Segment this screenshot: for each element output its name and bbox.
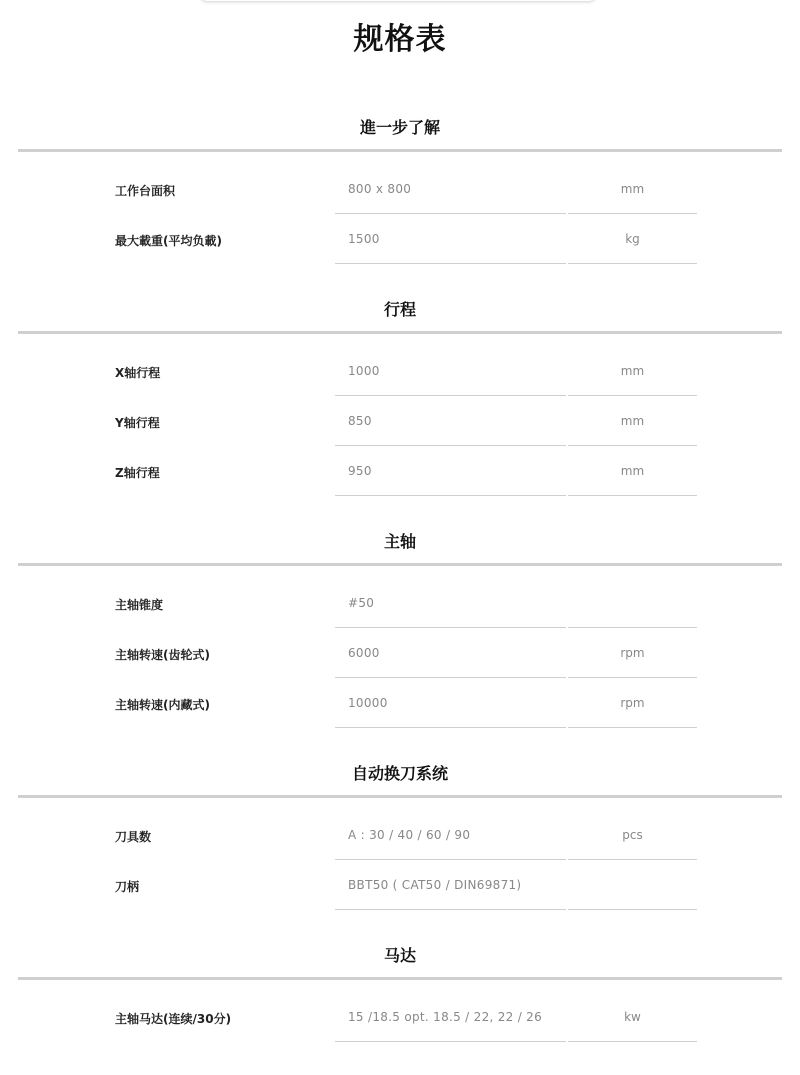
spec-value: 850	[335, 398, 566, 446]
spec-section	[0, 524, 800, 756]
spec-value: BBT50 ( CAT50 / DIN69871)	[335, 862, 566, 910]
spec-row	[0, 580, 800, 630]
spec-value: 1500	[335, 216, 566, 264]
spec-label: X轴行程	[115, 366, 161, 380]
spec-unit: mm	[568, 448, 697, 496]
spec-label: 主轴马达(连续/30分)	[115, 1012, 232, 1026]
spec-label: Y轴行程	[115, 416, 160, 430]
spec-unit: mm	[568, 348, 697, 396]
spec-row	[0, 348, 800, 398]
spec-unit: pcs	[568, 812, 697, 860]
spec-row	[0, 994, 800, 1044]
section-title: 主轴	[383, 532, 416, 551]
spec-section	[0, 110, 800, 292]
section-title: 马达	[383, 946, 416, 965]
spec-row	[0, 812, 800, 862]
spec-section	[0, 938, 800, 1070]
spec-section	[0, 292, 800, 524]
spec-value: A : 30 / 40 / 60 / 90	[335, 812, 566, 860]
spec-row	[0, 216, 800, 266]
spec-rows	[0, 566, 800, 756]
spec-value: 950	[335, 448, 566, 496]
section-title: 行程	[383, 300, 416, 319]
spec-row	[0, 680, 800, 730]
spec-unit: kg	[568, 216, 697, 264]
spec-row	[0, 166, 800, 216]
spec-value: #50	[335, 580, 566, 628]
spec-value: 800 x 800	[335, 166, 566, 214]
spec-unit: kw	[568, 994, 697, 1042]
spec-row	[0, 398, 800, 448]
spec-rows	[0, 152, 800, 292]
spec-sections	[0, 110, 800, 1070]
spec-value: 10000	[335, 680, 566, 728]
spec-label: 刀具数	[115, 830, 152, 844]
spec-unit	[568, 580, 697, 628]
spec-value: 15 /18.5 opt. 18.5 / 22, 22 / 26	[335, 994, 566, 1042]
spec-label: 主轴转速(齿轮式)	[115, 648, 210, 662]
spec-unit: mm	[568, 166, 697, 214]
spec-value: 6000	[335, 630, 566, 678]
spec-label: 最大載重(平均负載)	[115, 234, 222, 248]
spec-row	[0, 630, 800, 680]
spec-rows	[0, 334, 800, 524]
spec-row	[0, 448, 800, 498]
spec-section	[0, 756, 800, 938]
spec-rows	[0, 980, 800, 1070]
spec-unit: rpm	[568, 630, 697, 678]
spec-label: 主轴转速(内藏式)	[115, 698, 210, 712]
spec-label: Z轴行程	[115, 466, 160, 480]
spec-label: 工作台面积	[115, 184, 176, 198]
spec-label: 主轴锥度	[115, 598, 164, 612]
section-title: 自动换刀系统	[351, 764, 448, 783]
spec-unit: mm	[568, 398, 697, 446]
spec-unit: rpm	[568, 680, 697, 728]
section-title: 進一步了解	[359, 118, 440, 137]
top-panel-edge	[200, 0, 596, 1]
page-title: 规格表	[353, 22, 447, 57]
spec-label: 刀柄	[115, 880, 140, 894]
spec-unit	[568, 862, 697, 910]
spec-rows	[0, 798, 800, 938]
spec-row	[0, 862, 800, 912]
spec-value: 1000	[335, 348, 566, 396]
